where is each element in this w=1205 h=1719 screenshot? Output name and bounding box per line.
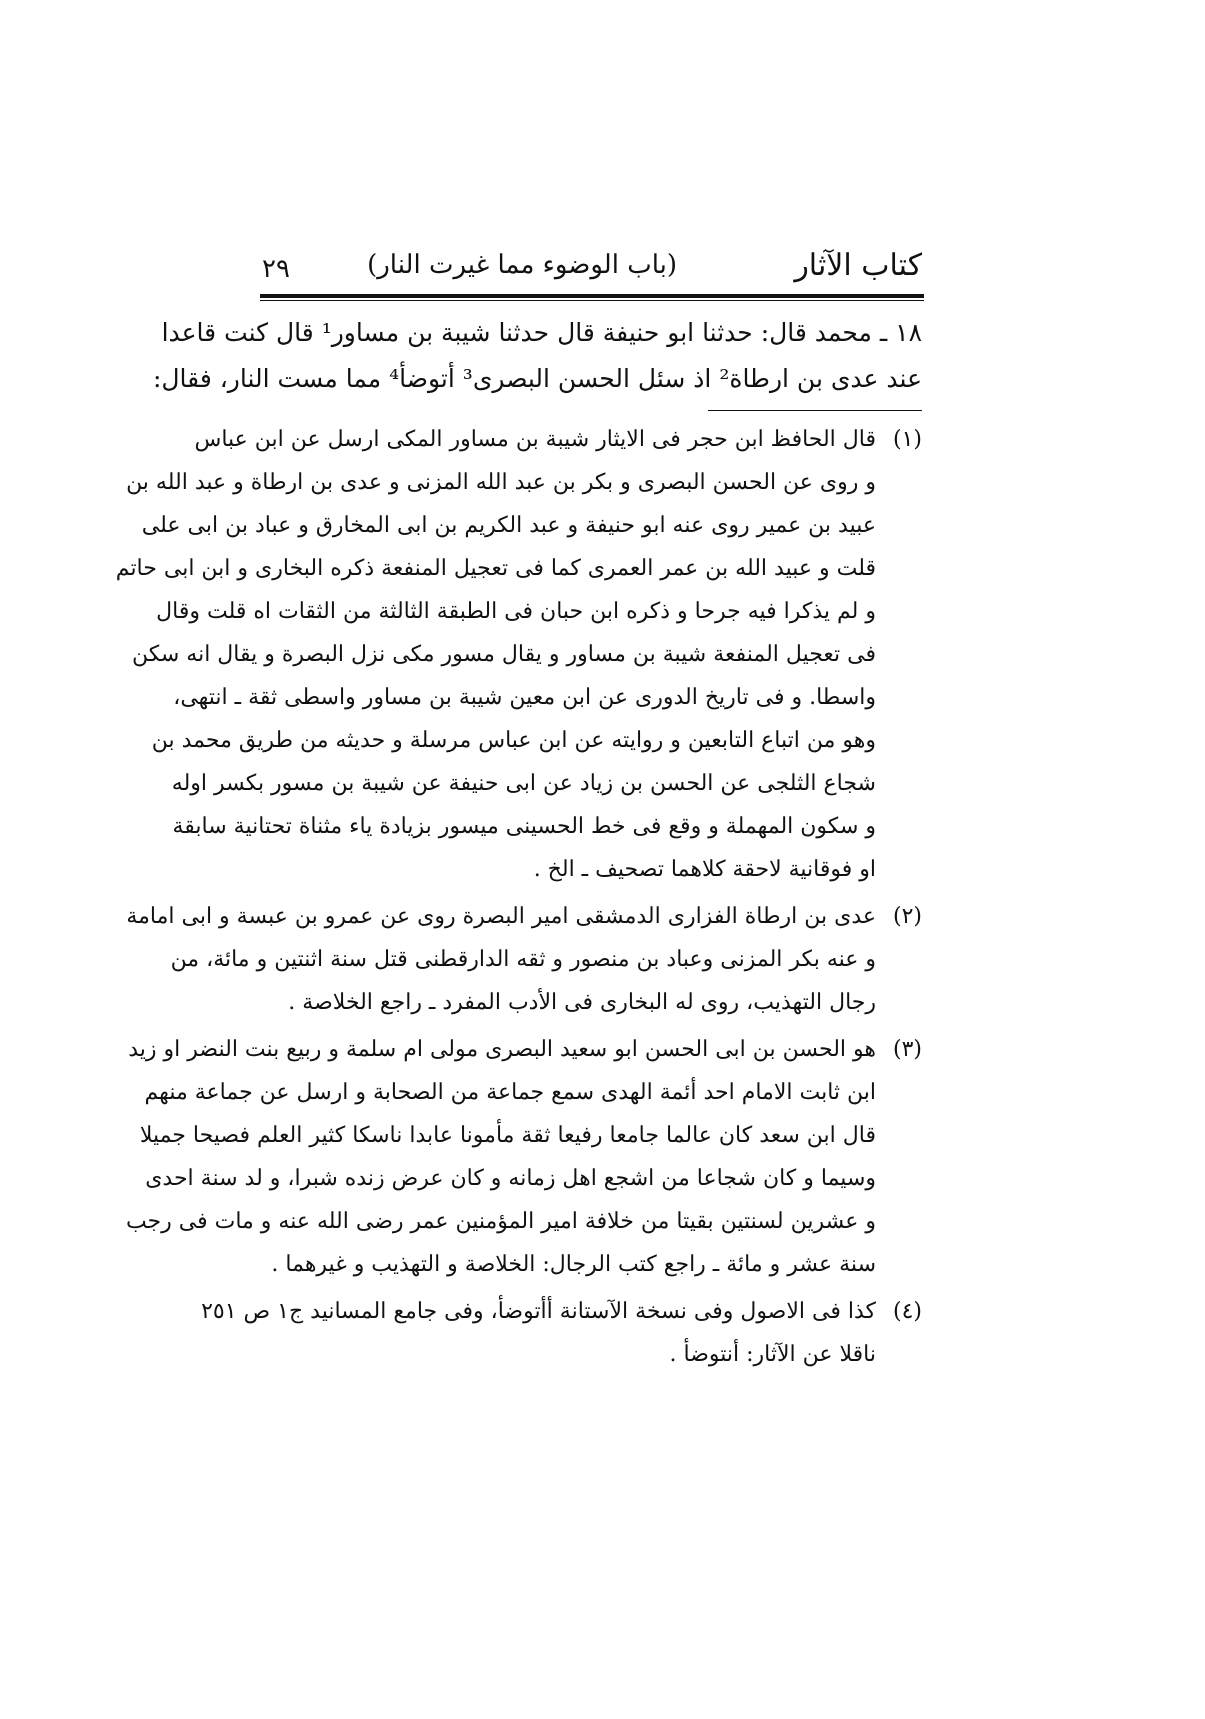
- footnote-2: [126, 895, 922, 1024]
- header-rule-thin: [260, 300, 924, 301]
- footnote-line: شجاع الثلجى عن الحسن بن زياد عن ابى حنيفة عن شيبة بن مسور بكسر اوله: [171, 771, 876, 796]
- footnote-line: او فوقانية لاحقة كلاهما تصحيف ـ الخ .: [533, 857, 876, 882]
- footnote-line: قال ابن سعد كان عالما جامعا رفيعا ثقة مأمونا عابدا ناسكا كثير العلم فصيحا جميلا: [139, 1123, 876, 1148]
- footnote-line: وهو من اتباع التابعين و روايته عن ابن عباس مرسلة و حديثه من طريق محمد بن: [151, 728, 876, 753]
- footnote-separator: [708, 410, 922, 411]
- footnotes: [115, 418, 922, 1380]
- footnote-line: عبيد بن عمير روى عنه ابو حنيفة و عبد الكريم بن ابى المخارق و عباد بن ابى على: [141, 513, 876, 538]
- footnote-4: [201, 1290, 922, 1376]
- footnote-line: عدى بن ارطاة الفزارى الدمشقى امير البصرة روى عن عمرو بن عبسة و ابى امامة: [126, 904, 876, 929]
- footnote-line: كذا فى الاصول وفى نسخة الآستانة أأتوضأ، وفى جامع المسانيد ج١ ص ٢٥١: [201, 1299, 876, 1324]
- footnote-line: رجال التهذيب، روى له البخارى فى الأدب المفرد ـ راجع الخلاصة .: [288, 990, 876, 1015]
- footnote-line: قال الحافظ ابن حجر فى الايثار شيبة بن مساور المكى ارسل عن ابن عباس: [194, 427, 876, 452]
- footnote-1: [115, 418, 922, 891]
- main-text: [152, 310, 922, 402]
- footnote-line: فى تعجيل المنفعة شيبة بن مساور و يقال مسور مكى نزل البصرة و يقال انه سكن: [131, 642, 876, 667]
- footnote-line: ابن ثابت الامام احد أئمة الهدى سمع جماعة من الصحابة و ارسل عن جماعة منهم: [144, 1080, 876, 1105]
- page-number: ٢٩: [262, 254, 290, 284]
- footnote-line: و عنه بكر المزنى وعباد بن منصور و ثقه الدارقطنى قتل سنة اثنتين و مائة، من: [170, 947, 876, 972]
- page-header: [262, 248, 922, 294]
- chapter-title: (باب الوضوء مما غيرت النار): [367, 250, 677, 280]
- footnote-marker: (٣): [892, 1037, 922, 1062]
- footnote-line: قلت و عبيد الله بن عمر العمرى كما فى تعجيل المنفعة ذكره البخارى و ابن ابى حاتم: [115, 556, 876, 581]
- book-title: كتاب الآثار: [794, 248, 922, 283]
- footnote-line: وسيما و كان شجاعا من اشجع اهل زمانه و كان عرض زنده شبرا، و لد سنة احدى: [145, 1166, 876, 1191]
- footnote-line: سنة عشر و مائة ـ راجع كتب الرجال: الخلاصة و التهذيب و غيرهما .: [271, 1252, 876, 1277]
- main-text-line: عند عدى بن ارطاة² اذ سئل الحسن البصرى³ أتوضأ⁴ مما مست النار، فقال:: [152, 364, 922, 393]
- footnote-line: واسطا. و فى تاريخ الدورى عن ابن معين شيبة بن مساور واسطى ثقة ـ انتهى،: [173, 685, 876, 710]
- footnote-line: و عشرين لسنتين بقيتا من خلافة امير المؤمنين عمر رضى الله عنه و مات فى رجب: [125, 1209, 876, 1234]
- footnote-line: ناقلا عن الآثار: أنتوضأ .: [669, 1342, 876, 1367]
- footnote-marker: (١): [892, 427, 922, 452]
- header-rule: [260, 294, 924, 298]
- footnote-line: هو الحسن بن ابى الحسن ابو سعيد البصرى مولى ام سلمة و ربيع بنت النضر او زيد: [128, 1037, 876, 1062]
- footnote-line: و روى عن الحسن البصرى و بكر بن عبد الله المزنى و عدى بن ارطاة و عبد الله بن: [126, 470, 876, 495]
- main-text-line: ١٨ ـ محمد قال: حدثنا ابو حنيفة قال حدثنا شيبة بن مساور¹ قال كنت قاعدا: [161, 318, 922, 347]
- footnote-marker: (٤): [892, 1299, 922, 1324]
- footnote-3: [125, 1028, 922, 1286]
- footnote-line: و لم يذكرا فيه جرحا و ذكره ابن حبان فى الطبقة الثالثة من الثقات اه قلت وقال: [156, 599, 876, 624]
- footnote-line: و سكون المهملة و وقع فى خط الحسينى ميسور بزيادة ياء مثناة تحتانية سابقة: [172, 814, 876, 839]
- footnote-marker: (٢): [892, 904, 922, 929]
